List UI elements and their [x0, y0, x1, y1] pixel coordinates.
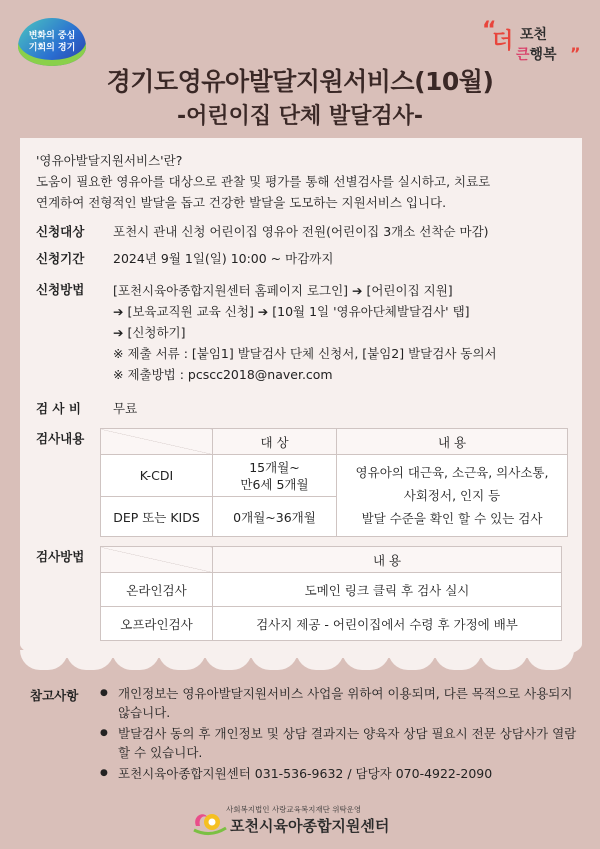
table-header: 내 용: [337, 429, 568, 455]
test-name: K-CDI: [101, 455, 213, 497]
method-step: [포천시육아종합지원센터 홈페이지 로그인] ➔ [어린이집 지원]: [113, 283, 453, 298]
notes-label: 참고사항: [30, 688, 79, 703]
table-corner: [101, 547, 213, 573]
submit-email: ※ 제출방법 : pcscc2018@naver.com: [113, 367, 333, 382]
test-target: 0개월~36개월: [213, 497, 337, 537]
content-label: 검사내용: [36, 431, 85, 446]
test-target: 15개월~ 만6세 5개월: [213, 455, 337, 497]
method-content: 도메인 링크 클릭 후 검사 실시: [213, 573, 562, 607]
pocheon-logo: “ 더 포천 큰행복 ”: [482, 18, 581, 63]
exam-method-table: [100, 546, 562, 641]
table-corner: [101, 429, 213, 455]
method-steps: [113, 280, 497, 385]
intro-text: [36, 150, 576, 213]
page-title: 경기도영유아발달지원서비스(10월): [106, 67, 494, 96]
table-header: 대 상: [213, 429, 337, 455]
intro-line: 연계하여 전형적인 발달을 돕고 건강한 발달을 도모하는 지원서비스 입니다.: [36, 195, 447, 210]
method-row: [36, 280, 113, 300]
period-value: 2024년 9월 1일(일) 10:00 ~ 마감까지: [113, 251, 334, 266]
footer-center-name: 포천시육아종합지원센터: [230, 817, 390, 835]
method-name: 오프라인검사: [101, 607, 213, 641]
submit-documents: ※ 제출 서류 : [붙임1] 발달검사 단체 신청서, [붙임2] 발달검사 동의서: [113, 346, 497, 361]
intro-line: '영유아발달지원서비스'란?: [36, 153, 183, 168]
test-name: DEP 또는 KIDS: [101, 497, 213, 537]
exam-method-label: 검사방법: [36, 549, 85, 564]
fee-row: [36, 399, 137, 419]
logo-left-line1: 변화의 중심: [28, 31, 76, 41]
center-logo-icon: [190, 806, 230, 836]
fee-label: 검 사 비: [36, 401, 81, 416]
page-subtitle: -어린이집 단체 발달검사-: [176, 104, 424, 129]
period-row: [36, 249, 333, 269]
exam-content-table: [100, 428, 568, 537]
note-item: ● 개인정보는 영유아발달지원서비스 사업을 위하여 이용되며, 다른 목적으로 사용되지 않습니다.: [98, 684, 578, 722]
notes-list: [98, 684, 578, 785]
fee-value: 무료: [113, 401, 138, 416]
method-step: ➔ [보육교직원 교육 신청] ➔ [10월 1일 '영유아단체발달검사' 탭]: [113, 304, 470, 319]
target-row: [36, 222, 489, 242]
period-label: 신청기간: [36, 251, 85, 266]
method-label: 신청방법: [36, 282, 85, 297]
method-name: 온라인검사: [101, 573, 213, 607]
method-content: 검사지 제공 - 어린이집에서 수령 후 가정에 배부: [213, 607, 562, 641]
logo-left-line2: 기회의 경기: [28, 43, 76, 53]
method-step: ➔ [신청하기]: [113, 325, 186, 340]
table-header: 내 용: [213, 547, 562, 573]
note-item: ● 포천시육아종합지원센터 031-536-9632 / 담당자 070-4922-2090: [98, 764, 578, 783]
footer-operator: 사회복지법인 사랑교육복지재단 위탁운영: [226, 805, 362, 814]
test-description: 영유아의 대근육, 소근육, 의사소통, 사회정서, 인지 등 발달 수준을 확인 할 수 있는 검사: [337, 455, 568, 537]
note-item: ● 발달검사 동의 후 개인정보 및 상담 결과지는 양육자 상담 필요시 전문 상담사가 열람 할 수 있습니다.: [98, 724, 578, 762]
intro-line: 도움이 필요한 영유아를 대상으로 관찰 및 평가를 통해 선별검사를 실시하고, 치료로: [36, 174, 491, 189]
target-label: 신청대상: [36, 224, 85, 239]
gyeonggi-logo: [18, 18, 86, 66]
target-value: 포천시 관내 신청 어린이집 영유아 전원(어린이집 3개소 선착순 마감): [113, 224, 489, 239]
